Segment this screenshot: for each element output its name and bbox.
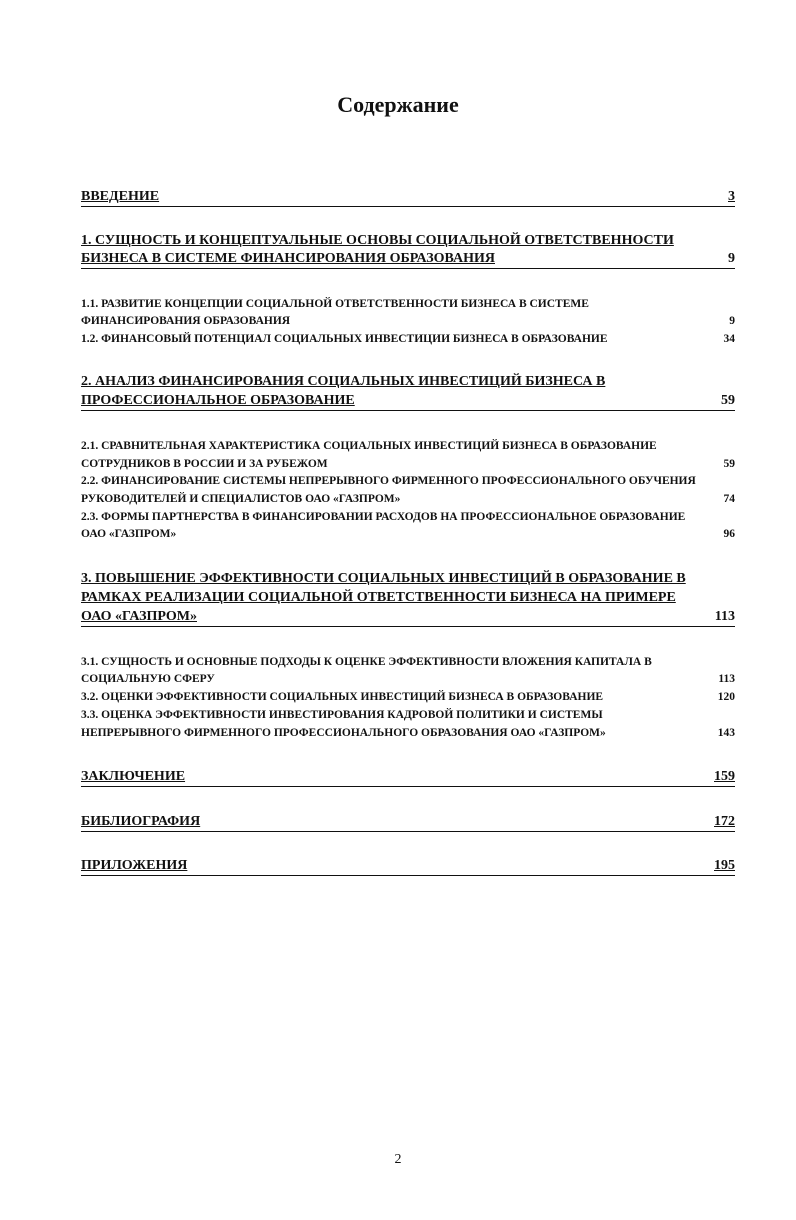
toc-entry-label: ЗАКЛЮЧЕНИЕ — [81, 769, 186, 784]
toc-entry-introduction[interactable] — [81, 189, 735, 205]
toc-page-number: 113 — [714, 609, 735, 624]
toc-entry-label: 1. СУЩНОСТЬ И КОНЦЕПТУАЛЬНЫЕ ОСНОВЫ СОЦИАЛЬНОЙ ОТВЕТСТВЕННОСТИ — [81, 233, 674, 248]
toc-page-number: 9 — [728, 251, 735, 266]
toc-section-2-2-line-1[interactable] — [81, 473, 735, 490]
toc-section-2-1-line-2[interactable] — [81, 456, 735, 473]
toc-page-number: 59 — [723, 458, 735, 470]
toc-entry-label: РУКОВОДИТЕЛЕЙ И СПЕЦИАЛИСТОВ ОАО «ГАЗПРОМ» — [81, 493, 401, 505]
toc-entry-label: НЕПРЕРЫВНОГО ФИРМЕННОГО ПРОФЕССИОНАЛЬНОГО ОБРАЗОВАНИЯ ОАО «ГАЗПРОМ» — [81, 727, 606, 739]
toc-underline — [81, 875, 735, 876]
toc-page-number: 195 — [714, 858, 735, 873]
toc-entry-label: РАМКАХ РЕАЛИЗАЦИИ СОЦИАЛЬНОЙ ОТВЕТСТВЕННОСТИ БИЗНЕСА НА ПРИМЕРЕ — [81, 590, 676, 605]
toc-section-1-1-line-1[interactable] — [81, 296, 735, 313]
toc-entry-bibliography[interactable] — [81, 814, 735, 830]
toc-chapter-2-line-2[interactable] — [81, 393, 735, 409]
toc-chapter-3-line-1[interactable] — [81, 571, 735, 587]
toc-section-3-3-line-2[interactable] — [81, 725, 735, 742]
toc-section-2-1-line-1[interactable] — [81, 438, 735, 455]
toc-section-3-3-line-1[interactable] — [81, 707, 735, 724]
toc-underline — [81, 626, 735, 627]
toc-entry-label: СОТРУДНИКОВ В РОССИИ И ЗА РУБЕЖОМ — [81, 458, 328, 470]
toc-page-number: 159 — [714, 769, 735, 784]
toc-section-1-2[interactable] — [81, 331, 735, 348]
toc-entry-label: ВВЕДЕНИЕ — [81, 189, 160, 204]
toc-entry-label: ОАО «ГАЗПРОМ» — [81, 528, 177, 540]
toc-entry-label: 3.2. ОЦЕНКИ ЭФФЕКТИВНОСТИ СОЦИАЛЬНЫХ ИНВЕСТИЦИЙ БИЗНЕСА В ОБРАЗОВАНИЕ — [81, 691, 604, 703]
toc-section-2-3-line-2[interactable] — [81, 526, 735, 543]
toc-entry-label: 1.1. РАЗВИТИЕ КОНЦЕПЦИИ СОЦИАЛЬНОЙ ОТВЕТСТВЕННОСТИ БИЗНЕСА В СИСТЕМЕ — [81, 298, 589, 310]
toc-entry-label: 2.3. ФОРМЫ ПАРТНЕРСТВА В ФИНАНСИРОВАНИИ РАСХОДОВ НА ПРОФЕССИОНАЛЬНОЕ ОБРАЗОВАНИЕ — [81, 511, 686, 523]
toc-page-number: 172 — [714, 814, 735, 829]
toc-chapter-3-line-3[interactable] — [81, 609, 735, 625]
toc-entry-conclusion[interactable] — [81, 769, 735, 785]
toc-page-number: 96 — [723, 528, 735, 540]
toc-chapter-1-line-2[interactable] — [81, 251, 735, 267]
toc-entry-label: ПРИЛОЖЕНИЯ — [81, 858, 188, 873]
toc-page-number: 3 — [728, 189, 735, 204]
toc-chapter-1-line-1[interactable] — [81, 233, 735, 249]
toc-entry-label: ФИНАНСИРОВАНИЯ ОБРАЗОВАНИЯ — [81, 315, 291, 327]
toc-page-number: 74 — [723, 493, 735, 505]
toc-entry-label: БИБЛИОГРАФИЯ — [81, 814, 201, 829]
toc-entry-label: 3. ПОВЫШЕНИЕ ЭФФЕКТИВНОСТИ СОЦИАЛЬНЫХ ИНВЕСТИЦИЙ В ОБРАЗОВАНИЕ В — [81, 571, 686, 586]
toc-page-number: 9 — [729, 315, 735, 327]
toc-entry-label: СОЦИАЛЬНУЮ СФЕРУ — [81, 673, 215, 685]
toc-chapter-3-line-2[interactable] — [81, 590, 735, 606]
page-number: 2 — [394, 1152, 402, 1167]
toc-entry-label: ОАО «ГАЗПРОМ» — [81, 609, 197, 624]
toc-page-number: 59 — [721, 393, 735, 408]
toc-underline — [81, 831, 735, 832]
toc-underline — [81, 206, 735, 207]
toc-entry-label: 1.2. ФИНАНСОВЫЙ ПОТЕНЦИАЛ СОЦИАЛЬНЫХ ИНВЕСТИЦИИ БИЗНЕСА В ОБРАЗОВАНИЕ — [81, 333, 608, 345]
toc-section-1-1-line-2[interactable] — [81, 313, 735, 330]
toc-section-3-1-line-1[interactable] — [81, 654, 735, 671]
toc-entry-label: ПРОФЕССИОНАЛЬНОЕ ОБРАЗОВАНИЕ — [81, 393, 355, 408]
toc-section-3-2[interactable] — [81, 689, 735, 706]
toc-page-number: 34 — [723, 333, 735, 345]
toc-underline — [81, 786, 735, 787]
toc-entry-label: 2.1. СРАВНИТЕЛЬНАЯ ХАРАКТЕРИСТИКА СОЦИАЛЬНЫХ ИНВЕСТИЦИЙ БИЗНЕСА В ОБРАЗОВАНИЕ — [81, 440, 657, 452]
toc-underline — [81, 268, 735, 269]
toc-page-number: 143 — [717, 727, 735, 739]
toc-entry-label: 3.3. ОЦЕНКА ЭФФЕКТИВНОСТИ ИНВЕСТИРОВАНИЯ КАДРОВОЙ ПОЛИТИКИ И СИСТЕМЫ — [81, 709, 603, 721]
toc-entry-appendices[interactable] — [81, 858, 735, 874]
toc-section-2-3-line-1[interactable] — [81, 509, 735, 526]
page-title: Содержание — [337, 92, 459, 117]
toc-entry-label: 2. АНАЛИЗ ФИНАНСИРОВАНИЯ СОЦИАЛЬНЫХ ИНВЕСТИЦИЙ БИЗНЕСА В — [81, 374, 606, 389]
toc-entry-label: 3.1. СУЩНОСТЬ И ОСНОВНЫЕ ПОДХОДЫ К ОЦЕНКЕ ЭФФЕКТИВНОСТИ ВЛОЖЕНИЯ КАПИТАЛА В — [81, 656, 652, 668]
toc-chapter-2-line-1[interactable] — [81, 374, 735, 390]
toc-section-3-1-line-2[interactable] — [81, 671, 735, 688]
toc-page-number: 120 — [717, 691, 735, 703]
toc-section-2-2-line-2[interactable] — [81, 491, 735, 508]
toc-page-number: 113 — [718, 673, 735, 685]
toc-underline — [81, 410, 735, 411]
toc-entry-label: 2.2. ФИНАНСИРОВАНИЕ СИСТЕМЫ НЕПРЕРЫВНОГО ФИРМЕННОГО ПРОФЕССИОНАЛЬНОГО ОБУЧЕНИЯ — [81, 475, 696, 487]
toc-entry-label: БИЗНЕСА В СИСТЕМЕ ФИНАНСИРОВАНИЯ ОБРАЗОВАНИЯ — [81, 251, 495, 266]
